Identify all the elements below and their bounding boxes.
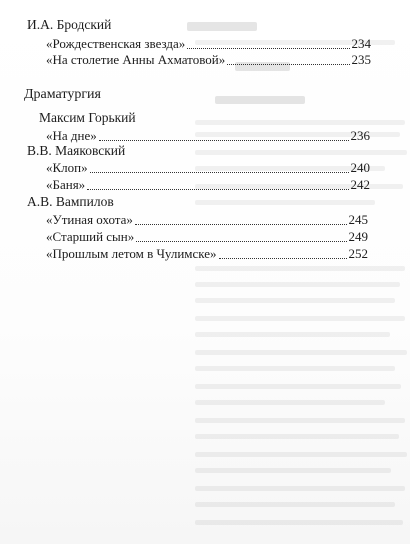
dot-leader [187,48,349,49]
dot-leader [90,172,349,173]
section-title-drama: Драматургия [24,87,101,102]
entry-page: 240 [350,160,370,175]
entry-title: «Прошлым летом в Чулимске» [46,246,217,261]
author-gorky: Максим Горький [39,110,136,125]
entry-title: «Старший сын» [46,229,135,244]
toc-entry[interactable] [46,212,368,228]
bleed-through-texture [175,0,410,544]
dot-leader [136,241,346,242]
dot-leader [227,64,349,65]
entry-page: 242 [350,177,370,192]
entry-page: 249 [348,229,368,244]
entry-page: 234 [351,36,371,51]
toc-entry[interactable] [46,52,371,68]
entry-page: 236 [350,128,370,143]
entry-title: «Утиная охота» [46,212,133,227]
entry-page: 235 [351,52,371,67]
author-mayakovsky: В.В. Маяковский [27,143,126,158]
toc-entry[interactable] [46,177,370,193]
entry-page: 245 [348,212,368,227]
toc-entry[interactable] [46,246,368,262]
entry-title: «Клоп» [46,160,88,175]
dot-leader [219,258,347,259]
toc-entry[interactable] [46,160,370,176]
toc-entry[interactable] [46,128,370,144]
entry-title: «На столетие Анны Ахматовой» [46,52,226,67]
dot-leader [87,189,348,190]
toc-entry[interactable] [46,36,371,52]
entry-title: «Рождественская звезда» [46,36,186,51]
author-brodsky: И.А. Бродский [27,17,112,32]
entry-page: 252 [348,246,368,261]
dot-leader [135,224,347,225]
dot-leader [99,140,349,141]
entry-title: «Баня» [46,177,86,192]
entry-title: «На дне» [46,128,97,143]
toc-entry[interactable] [46,229,368,245]
author-vampilov: А.В. Вампилов [27,194,114,209]
